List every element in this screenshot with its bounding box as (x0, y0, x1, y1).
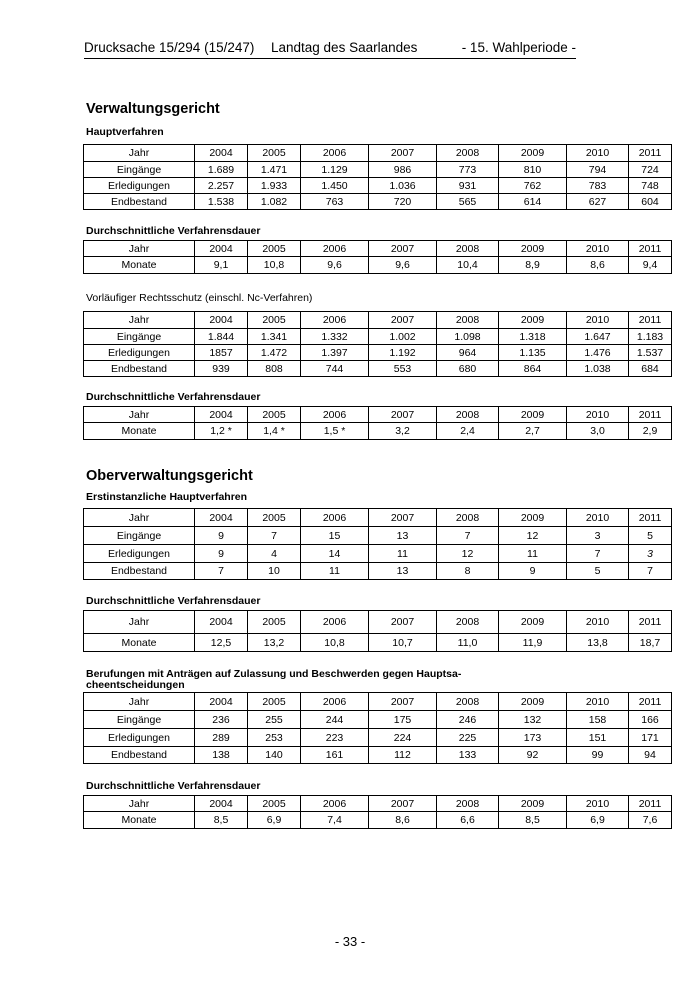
value-cell: 2007 (369, 312, 437, 329)
value-cell: 1.844 (195, 329, 248, 345)
value-cell: 7 (248, 527, 301, 545)
row-label-cell: Monate (84, 257, 195, 274)
stats-table (83, 240, 672, 274)
value-cell: 158 (567, 711, 629, 729)
value-cell: 8 (437, 563, 499, 580)
table-row (84, 361, 672, 377)
value-cell: 253 (248, 729, 301, 747)
table-header-row (84, 509, 672, 527)
value-cell: 10,8 (301, 634, 369, 652)
table-row (84, 747, 672, 764)
value-cell: 763 (301, 194, 369, 210)
value-cell: 10,8 (248, 257, 301, 274)
value-cell: 2010 (567, 796, 629, 812)
value-cell: 614 (499, 194, 567, 210)
value-cell: 2011 (629, 312, 672, 329)
value-cell: 986 (369, 162, 437, 178)
value-cell: 1.476 (567, 345, 629, 361)
value-cell: 112 (369, 747, 437, 764)
value-cell: 244 (301, 711, 369, 729)
value-cell: 2010 (567, 312, 629, 329)
value-cell: 2007 (369, 145, 437, 162)
page-number: - 33 - (334, 934, 366, 949)
row-label-cell: Monate (84, 634, 195, 652)
stats-table (83, 311, 672, 377)
stats-table (83, 795, 672, 829)
table-row (84, 162, 672, 178)
value-cell: 7,6 (629, 812, 672, 829)
value-cell: 2005 (248, 509, 301, 527)
value-cell: 12,5 (195, 634, 248, 652)
value-cell: 1.647 (567, 329, 629, 345)
value-cell: 2005 (248, 145, 301, 162)
value-cell: 3 (629, 545, 672, 563)
value-cell: 783 (567, 178, 629, 194)
value-cell: 1.450 (301, 178, 369, 194)
value-cell: 18,7 (629, 634, 672, 652)
value-cell: 7 (629, 563, 672, 580)
value-cell: 724 (629, 162, 672, 178)
value-cell: 1.332 (301, 329, 369, 345)
value-cell: 2008 (437, 693, 499, 711)
value-cell: 2004 (195, 509, 248, 527)
value-cell: 794 (567, 162, 629, 178)
row-label-cell: Eingänge (84, 711, 195, 729)
value-cell: 748 (629, 178, 672, 194)
value-cell: 2011 (629, 693, 672, 711)
value-cell: 3,2 (369, 423, 437, 440)
value-cell: 9,1 (195, 257, 248, 274)
stats-table (83, 692, 672, 764)
value-cell: 2006 (301, 407, 369, 423)
value-cell: 684 (629, 361, 672, 377)
value-cell: 2006 (301, 611, 369, 634)
value-cell: 864 (499, 361, 567, 377)
value-cell: 1,4 * (248, 423, 301, 440)
value-cell: 6,6 (437, 812, 499, 829)
value-cell: 2006 (301, 693, 369, 711)
row-label-cell: Eingänge (84, 162, 195, 178)
value-cell: 808 (248, 361, 301, 377)
value-cell: 1.471 (248, 162, 301, 178)
value-cell: 1.183 (629, 329, 672, 345)
row-label-cell: Jahr (84, 145, 195, 162)
value-cell: 2005 (248, 241, 301, 257)
value-cell: 2007 (369, 693, 437, 711)
value-cell: 2009 (499, 509, 567, 527)
table-header-row (84, 611, 672, 634)
value-cell: 2010 (567, 407, 629, 423)
value-cell: 1.341 (248, 329, 301, 345)
table-row (84, 345, 672, 361)
value-cell: 4 (248, 545, 301, 563)
header-parliament: Landtag des Saarlandes (271, 40, 418, 55)
row-label-cell: Jahr (84, 509, 195, 527)
stats-table (83, 508, 672, 580)
value-cell: 13 (369, 563, 437, 580)
caption-line: cheentscheidungen (86, 679, 185, 691)
value-cell: 13,8 (567, 634, 629, 652)
row-label-cell: Endbestand (84, 563, 195, 580)
value-cell: 2011 (629, 509, 672, 527)
value-cell: 810 (499, 162, 567, 178)
value-cell: 223 (301, 729, 369, 747)
row-label-cell: Eingänge (84, 527, 195, 545)
header-period: - 15. Wahlperiode - (461, 40, 576, 55)
value-cell: 2011 (629, 145, 672, 162)
row-label-cell: Jahr (84, 693, 195, 711)
value-cell: 1.933 (248, 178, 301, 194)
value-cell: 10,7 (369, 634, 437, 652)
table-row (84, 194, 672, 210)
table-caption: Hauptverfahren (86, 126, 164, 138)
table-caption: Durchschnittliche Verfahrensdauer (86, 595, 261, 607)
value-cell: 2004 (195, 312, 248, 329)
value-cell: 246 (437, 711, 499, 729)
value-cell: 2004 (195, 241, 248, 257)
value-cell: 2006 (301, 796, 369, 812)
value-cell: 2004 (195, 796, 248, 812)
value-cell: 1.082 (248, 194, 301, 210)
table-header-row (84, 312, 672, 329)
value-cell: 7 (567, 545, 629, 563)
value-cell: 11 (301, 563, 369, 580)
value-cell: 8,6 (567, 257, 629, 274)
table-row (84, 563, 672, 580)
table-row (84, 329, 672, 345)
value-cell: 2009 (499, 145, 567, 162)
value-cell: 9 (499, 563, 567, 580)
table-caption: Erstinstanzliche Hauptverfahren (86, 491, 248, 503)
value-cell: 565 (437, 194, 499, 210)
value-cell: 12 (437, 545, 499, 563)
value-cell: 173 (499, 729, 567, 747)
value-cell: 2006 (301, 312, 369, 329)
table-caption: Durchschnittliche Verfahrensdauer (86, 391, 261, 403)
value-cell: 2007 (369, 611, 437, 634)
value-cell: 171 (629, 729, 672, 747)
stats-table (83, 610, 672, 652)
section-title-oberverwaltungsgericht: Oberverwaltungsgericht (86, 468, 253, 484)
row-label-cell: Jahr (84, 611, 195, 634)
value-cell: 161 (301, 747, 369, 764)
value-cell: 166 (629, 711, 672, 729)
value-cell: 744 (301, 361, 369, 377)
value-cell: 10,4 (437, 257, 499, 274)
value-cell: 2,4 (437, 423, 499, 440)
value-cell: 773 (437, 162, 499, 178)
value-cell: 2004 (195, 693, 248, 711)
value-cell: 3 (567, 527, 629, 545)
value-cell: 8,5 (499, 812, 567, 829)
header-document-number: Drucksache 15/294 (15/247) (84, 40, 255, 55)
table-row (84, 729, 672, 747)
value-cell: 11,0 (437, 634, 499, 652)
value-cell: 1.537 (629, 345, 672, 361)
row-label-cell: Erledigungen (84, 345, 195, 361)
value-cell: 94 (629, 747, 672, 764)
value-cell: 553 (369, 361, 437, 377)
value-cell: 627 (567, 194, 629, 210)
value-cell: 2004 (195, 407, 248, 423)
table-row (84, 527, 672, 545)
value-cell: 151 (567, 729, 629, 747)
value-cell: 9,6 (369, 257, 437, 274)
value-cell: 1.036 (369, 178, 437, 194)
value-cell: 11 (369, 545, 437, 563)
value-cell: 14 (301, 545, 369, 563)
value-cell: 2008 (437, 145, 499, 162)
value-cell: 224 (369, 729, 437, 747)
row-label-cell: Jahr (84, 312, 195, 329)
value-cell: 1.397 (301, 345, 369, 361)
value-cell: 289 (195, 729, 248, 747)
value-cell: 2004 (195, 611, 248, 634)
value-cell: 9,6 (301, 257, 369, 274)
value-cell: 11,9 (499, 634, 567, 652)
value-cell: 138 (195, 747, 248, 764)
row-label-cell: Endbestand (84, 747, 195, 764)
value-cell: 5 (567, 563, 629, 580)
value-cell: 12 (499, 527, 567, 545)
table-caption: Vorläufiger Rechtsschutz (einschl. Nc-Verfahren) (86, 292, 313, 304)
value-cell: 2010 (567, 611, 629, 634)
value-cell: 2007 (369, 509, 437, 527)
table-row (84, 178, 672, 194)
value-cell: 2005 (248, 611, 301, 634)
value-cell: 964 (437, 345, 499, 361)
table-row (84, 711, 672, 729)
value-cell: 1.538 (195, 194, 248, 210)
value-cell: 1.689 (195, 162, 248, 178)
value-cell: 5 (629, 527, 672, 545)
value-cell: 8,6 (369, 812, 437, 829)
value-cell: 15 (301, 527, 369, 545)
value-cell: 1.135 (499, 345, 567, 361)
value-cell: 8,9 (499, 257, 567, 274)
row-label-cell: Jahr (84, 796, 195, 812)
value-cell: 7 (195, 563, 248, 580)
value-cell: 2008 (437, 611, 499, 634)
value-cell: 1,5 * (301, 423, 369, 440)
value-cell: 2011 (629, 796, 672, 812)
value-cell: 2009 (499, 241, 567, 257)
table-row (84, 423, 672, 440)
value-cell: 2010 (567, 145, 629, 162)
value-cell: 2007 (369, 796, 437, 812)
table-caption: Durchschnittliche Verfahrensdauer (86, 780, 261, 792)
row-label-cell: Erledigungen (84, 178, 195, 194)
row-label-cell: Erledigungen (84, 545, 195, 563)
value-cell: 9 (195, 545, 248, 563)
value-cell: 1.129 (301, 162, 369, 178)
value-cell: 133 (437, 747, 499, 764)
value-cell: 939 (195, 361, 248, 377)
value-cell: 8,5 (195, 812, 248, 829)
section-title-verwaltungsgericht: Verwaltungsgericht (86, 101, 220, 117)
table-header-row (84, 407, 672, 423)
row-label-cell: Monate (84, 812, 195, 829)
value-cell: 6,9 (567, 812, 629, 829)
value-cell: 2011 (629, 407, 672, 423)
value-cell: 175 (369, 711, 437, 729)
value-cell: 2010 (567, 241, 629, 257)
value-cell: 2006 (301, 241, 369, 257)
value-cell: 2011 (629, 241, 672, 257)
value-cell: 10 (248, 563, 301, 580)
value-cell: 2011 (629, 611, 672, 634)
value-cell: 2008 (437, 407, 499, 423)
value-cell: 13 (369, 527, 437, 545)
value-cell: 720 (369, 194, 437, 210)
row-label-cell: Monate (84, 423, 195, 440)
value-cell: 2,9 (629, 423, 672, 440)
table-row (84, 812, 672, 829)
value-cell: 9,4 (629, 257, 672, 274)
value-cell: 7 (437, 527, 499, 545)
value-cell: 7,4 (301, 812, 369, 829)
value-cell: 1857 (195, 345, 248, 361)
table-header-row (84, 241, 672, 257)
table-row (84, 257, 672, 274)
value-cell: 2010 (567, 693, 629, 711)
value-cell: 2010 (567, 509, 629, 527)
page-header (84, 40, 576, 59)
value-cell: 2008 (437, 312, 499, 329)
value-cell: 604 (629, 194, 672, 210)
value-cell: 1.098 (437, 329, 499, 345)
value-cell: 13,2 (248, 634, 301, 652)
value-cell: 2005 (248, 693, 301, 711)
value-cell: 255 (248, 711, 301, 729)
value-cell: 2008 (437, 241, 499, 257)
row-label-cell: Eingänge (84, 329, 195, 345)
value-cell: 762 (499, 178, 567, 194)
row-label-cell: Erledigungen (84, 729, 195, 747)
value-cell: 99 (567, 747, 629, 764)
value-cell: 2009 (499, 611, 567, 634)
value-cell: 2004 (195, 145, 248, 162)
value-cell: 2007 (369, 407, 437, 423)
value-cell: 2009 (499, 693, 567, 711)
value-cell: 2,7 (499, 423, 567, 440)
table-header-row (84, 693, 672, 711)
row-label-cell: Jahr (84, 241, 195, 257)
value-cell: 2009 (499, 407, 567, 423)
table-header-row (84, 796, 672, 812)
value-cell: 680 (437, 361, 499, 377)
value-cell: 2005 (248, 312, 301, 329)
value-cell: 11 (499, 545, 567, 563)
value-cell: 2009 (499, 796, 567, 812)
value-cell: 1.472 (248, 345, 301, 361)
row-label-cell: Jahr (84, 407, 195, 423)
row-label-cell: Endbestand (84, 194, 195, 210)
value-cell: 92 (499, 747, 567, 764)
value-cell: 2005 (248, 407, 301, 423)
table-caption: Durchschnittliche Verfahrensdauer (86, 225, 261, 237)
value-cell: 1.038 (567, 361, 629, 377)
value-cell: 225 (437, 729, 499, 747)
caption-line: Berufungen mit Anträgen auf Zulassung und Beschwerden gegen Hauptsa- (86, 668, 462, 680)
stats-table (83, 144, 672, 210)
value-cell: 2009 (499, 312, 567, 329)
value-cell: 2005 (248, 796, 301, 812)
value-cell: 140 (248, 747, 301, 764)
value-cell: 6,9 (248, 812, 301, 829)
value-cell: 2006 (301, 145, 369, 162)
value-cell: 9 (195, 527, 248, 545)
value-cell: 3,0 (567, 423, 629, 440)
table-header-row (84, 145, 672, 162)
row-label-cell: Endbestand (84, 361, 195, 377)
value-cell: 1.002 (369, 329, 437, 345)
table-row (84, 634, 672, 652)
value-cell: 132 (499, 711, 567, 729)
value-cell: 2008 (437, 509, 499, 527)
value-cell: 1.318 (499, 329, 567, 345)
value-cell: 2.257 (195, 178, 248, 194)
value-cell: 236 (195, 711, 248, 729)
value-cell: 2007 (369, 241, 437, 257)
value-cell: 931 (437, 178, 499, 194)
value-cell: 1.192 (369, 345, 437, 361)
value-cell: 2006 (301, 509, 369, 527)
stats-table (83, 406, 672, 440)
value-cell: 1,2 * (195, 423, 248, 440)
table-caption (86, 669, 461, 691)
value-cell: 2008 (437, 796, 499, 812)
table-row (84, 545, 672, 563)
